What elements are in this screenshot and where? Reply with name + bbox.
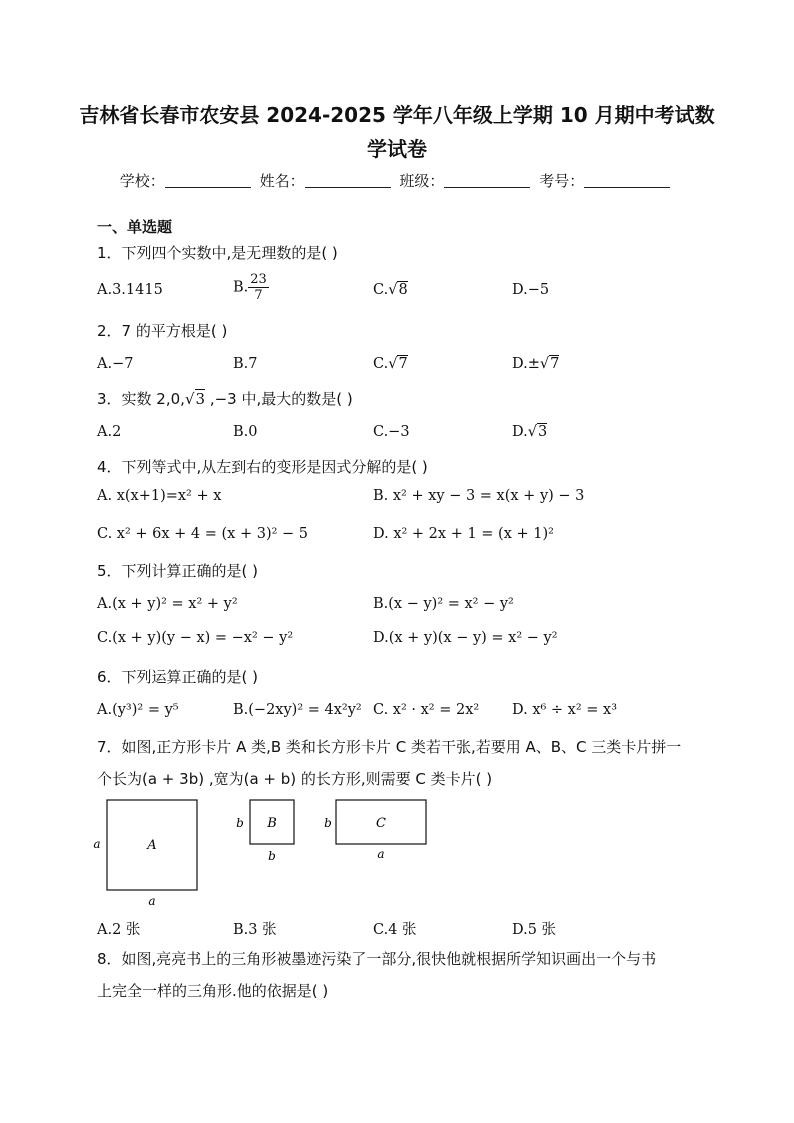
question-5-stem: 5．下列计算正确的是( ) (97, 562, 259, 580)
q2-option-c[interactable] (373, 356, 408, 372)
q6-option-c[interactable]: C. x² · x² = 2x² (373, 702, 480, 718)
q5-option-a[interactable]: A.(x + y)² = x² + y² (97, 596, 238, 612)
question-6-stem: 6．下列运算正确的是( ) (97, 668, 259, 686)
q4-option-a[interactable]: A. x(x+1)=x² + x (97, 488, 222, 504)
q3-stem-pre: 3．实数 2,0, (97, 390, 185, 408)
q6-option-d[interactable]: D. x⁶ ÷ x² = x³ (512, 702, 618, 718)
q5-option-c[interactable]: C.(x + y)(y − x) = −x² − y² (97, 630, 294, 646)
q1-option-b[interactable] (233, 272, 269, 303)
card-c-side-left: b (324, 816, 332, 830)
q3-option-a[interactable]: A.2 (97, 424, 122, 440)
name-label: 姓名： (259, 172, 305, 190)
q3-d-radicand: 3 (537, 424, 548, 440)
sqrt-icon: √ (539, 356, 550, 372)
school-label: 学校： (119, 172, 165, 190)
q2-c-radicand: 7 (398, 356, 408, 372)
card-a-side-bottom: a (148, 894, 156, 908)
sqrt-icon: √ (388, 282, 398, 298)
student-info-row (0, 170, 794, 191)
card-b-side-left: b (236, 816, 244, 830)
q6-option-a[interactable]: A.(y³)² = y⁵ (97, 702, 179, 718)
q1-c-prefix: C. (373, 282, 389, 298)
q7-card-figure (90, 792, 450, 910)
question-7-stem-line-1: 7．如图,正方形卡片 A 类,B 类和长方形卡片 C 类若干张,若要用 A、B、C 三类卡片拼一 (97, 738, 682, 756)
q5-option-b[interactable]: B.(x − y)² = x² − y² (373, 596, 514, 612)
q3-option-c[interactable]: C.−3 (373, 424, 410, 440)
q4-option-c[interactable]: C. x² + 6x + 4 = (x + 3)² − 5 (97, 526, 309, 542)
question-8-stem-line-2: 上完全一样的三角形.他的依据是( ) (97, 982, 329, 1000)
title-line-2: 学试卷 (367, 137, 427, 161)
question-7-stem-line-2: 个长为(a + 3b) ,宽为(a + b) 的长方形,则需要 C 类卡片( ) (97, 770, 493, 788)
q5-option-d[interactable]: D.(x + y)(x − y) = x² − y² (373, 630, 558, 646)
q2-d-prefix: D.± (512, 356, 540, 372)
class-blank[interactable] (444, 173, 530, 188)
card-a-label: A (147, 838, 157, 853)
question-2-stem: 2．7 的平方根是( ) (97, 322, 228, 340)
q1-b-prefix: B. (233, 279, 249, 296)
exam-no-label: 考号： (539, 172, 585, 190)
q1-option-d[interactable]: D.−5 (512, 282, 550, 298)
section-title: 一、单选题 (97, 218, 173, 236)
exam-title (60, 98, 734, 166)
title-line-1: 吉林省长春市农安县 2024-2025 学年八年级上学期 10 月期中考试数 (79, 103, 715, 127)
card-b-label: B (267, 816, 277, 831)
q3-stem-post: ,−3 中,最大的数是( ) (205, 390, 353, 408)
sqrt-icon: √ (184, 390, 195, 408)
q7-option-c[interactable]: C.4 张 (373, 922, 417, 938)
q3-stem-radicand: 3 (195, 390, 206, 408)
exam-no-blank[interactable] (584, 173, 670, 188)
sqrt-icon: √ (527, 424, 537, 440)
sqrt-icon: √ (388, 356, 398, 372)
q3-d-prefix: D. (512, 424, 528, 440)
school-blank[interactable] (165, 173, 251, 188)
q7-option-b[interactable]: B.3 张 (233, 922, 277, 938)
class-label: 班级： (399, 172, 445, 190)
card-c-label: C (376, 816, 386, 831)
q1-b-fraction (248, 272, 269, 303)
q1-option-a[interactable]: A.3.1415 (97, 282, 163, 298)
question-4-stem: 4．下列等式中,从左到右的变形是因式分解的是( ) (97, 458, 428, 476)
q3-option-b[interactable]: B.0 (233, 424, 258, 440)
q7-option-d[interactable]: D.5 张 (512, 922, 557, 938)
name-blank[interactable] (305, 173, 391, 188)
q3-option-d[interactable] (512, 424, 547, 440)
q1-c-radicand: 8 (398, 282, 408, 298)
q7-option-a[interactable]: A.2 张 (97, 922, 141, 938)
q2-option-a[interactable]: A.−7 (97, 356, 134, 372)
question-8-stem-line-1: 8．如图,亮亮书上的三角形被墨迹污染了一部分,很快他就根据所学知识画出一个与书 (97, 950, 657, 968)
q2-option-b[interactable]: B.7 (233, 356, 258, 372)
card-b-side-bottom: b (268, 849, 276, 863)
question-3-stem (97, 388, 353, 409)
q1-option-c[interactable] (373, 282, 408, 298)
q1-b-den: 7 (254, 288, 263, 303)
question-1-stem: 1．下列四个实数中,是无理数的是( ) (97, 244, 338, 262)
card-a-side-left: a (93, 837, 101, 851)
q4-option-d[interactable]: D. x² + 2x + 1 = (x + 1)² (373, 526, 554, 542)
card-c-side-bottom: a (377, 847, 385, 861)
q1-b-num: 23 (250, 272, 267, 287)
q6-option-b[interactable]: B.(−2xy)² = 4x²y² (233, 702, 362, 718)
q4-option-b[interactable]: B. x² + xy − 3 = x(x + y) − 3 (373, 488, 585, 504)
q2-option-d[interactable] (512, 356, 559, 372)
q2-c-prefix: C. (373, 356, 389, 372)
q2-d-radicand: 7 (550, 356, 560, 372)
